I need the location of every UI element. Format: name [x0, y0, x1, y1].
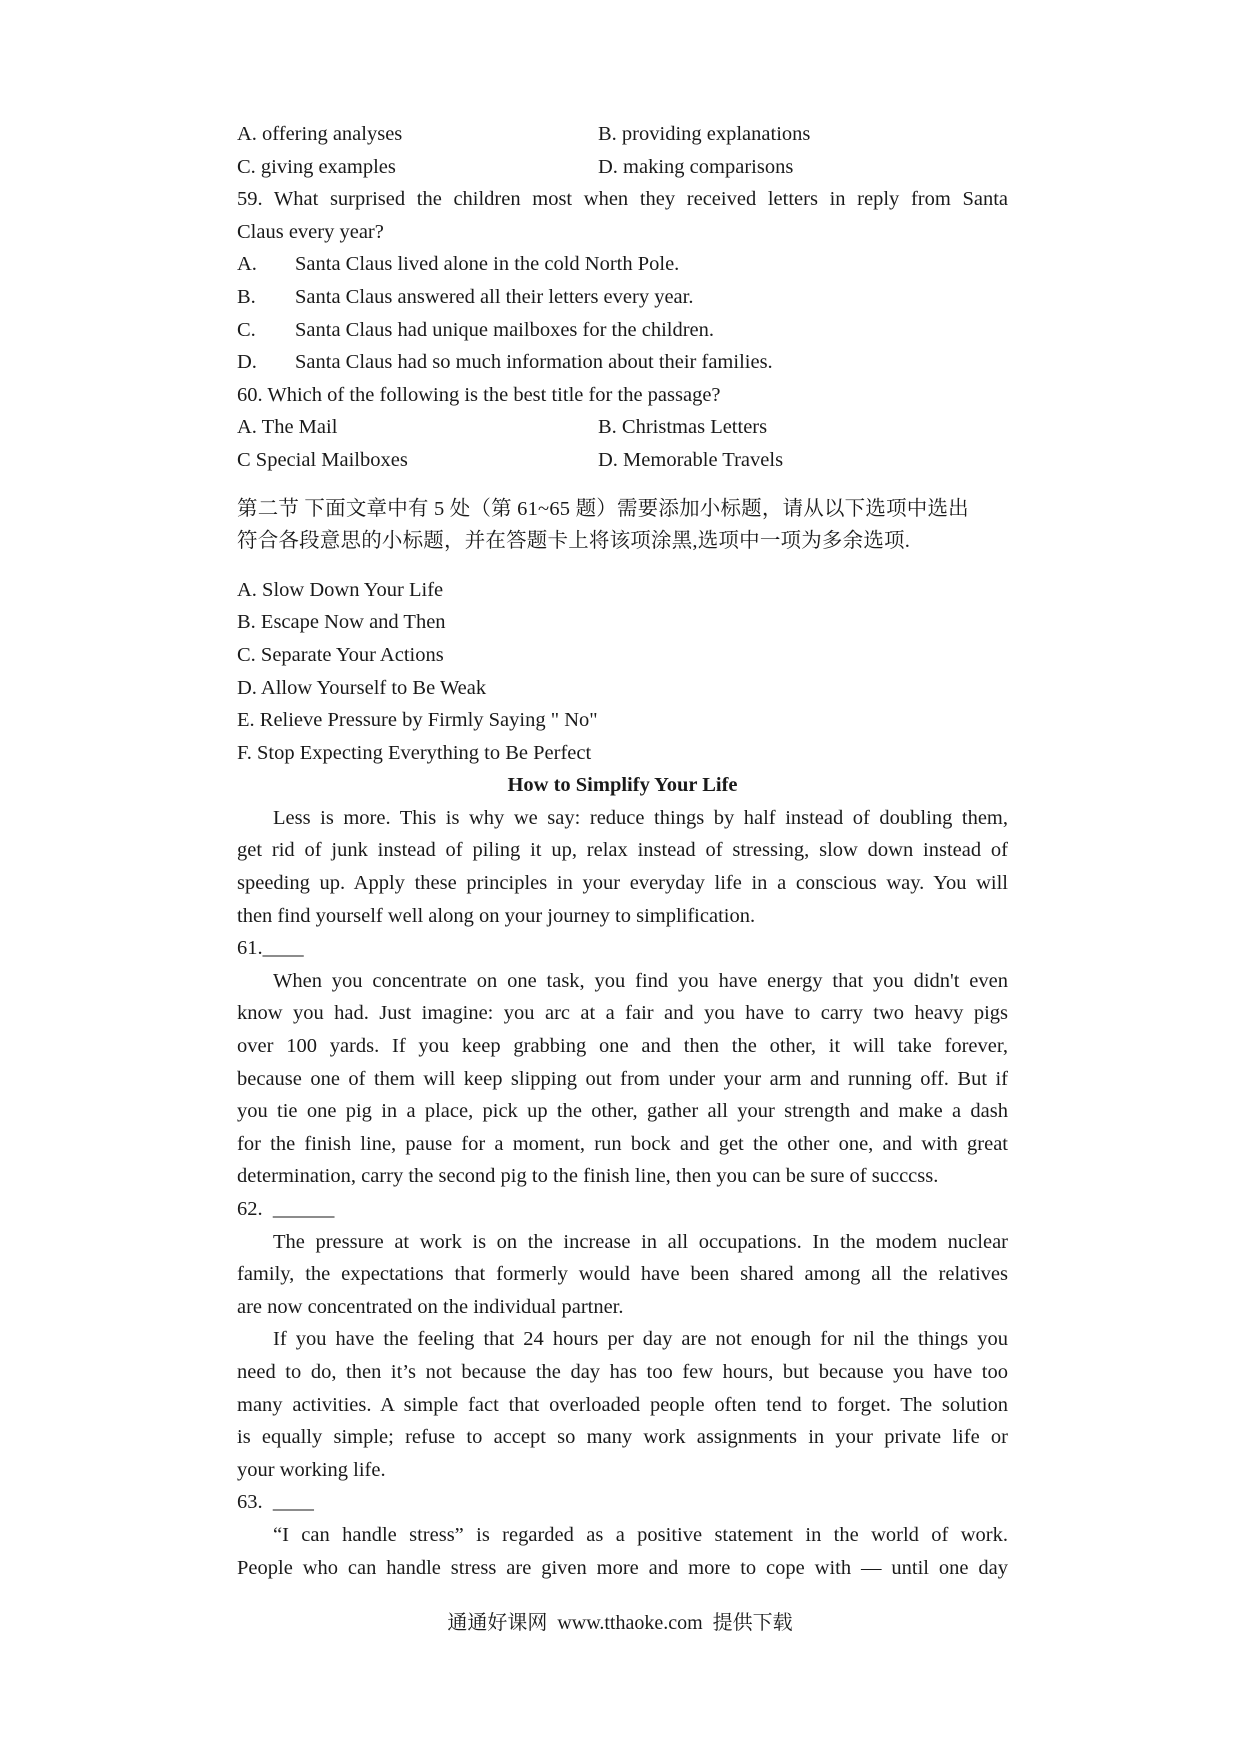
- q60-option-c: C Special Mailboxes: [237, 448, 408, 471]
- paragraph-line: many activities. A simple fact that overloaded people often tend to forget. The solution: [237, 1393, 1008, 1416]
- heading-option-e: E. Relieve Pressure by Firmly Saying " No": [237, 709, 598, 732]
- q59-option-letter: D.: [237, 351, 257, 374]
- passage-paragraph-3: [237, 1226, 1008, 1324]
- paragraph-line: People who can handle stress are given more and more to cope with — until one day: [237, 1556, 1008, 1579]
- spacer: [237, 477, 1008, 493]
- paragraph-line: The pressure at work is on the increase in all occupations. In the modem nuclear: [273, 1230, 1008, 1253]
- q58-options-row2: [237, 151, 1008, 184]
- q59-option-text: Santa Claus lived alone in the cold North Pole.: [295, 253, 680, 276]
- passage-paragraph-4: [237, 1323, 1008, 1486]
- paragraph-line: determination, carry the second pig to the finish line, then you can be sure of succcss.: [237, 1165, 939, 1188]
- q60-option-a: A. The Mail: [237, 416, 338, 439]
- heading-option-d: D. Allow Yourself to Be Weak: [237, 676, 487, 699]
- q59-stem-line1: 59. What surprised the children most when they received letters in reply from Santa: [237, 188, 1008, 211]
- q59-option-text: Santa Claus had unique mailboxes for the children.: [295, 318, 715, 341]
- q58-option-a: A. offering analyses: [237, 123, 403, 145]
- paragraph-line: is equally simple; refuse to accept so many work assignments in your private life or: [237, 1426, 1008, 1449]
- q59-option-text: Santa Claus answered all their letters every year.: [295, 285, 694, 308]
- paragraph-line: your working life.: [237, 1458, 386, 1481]
- paragraph-line: because one of them will keep slipping out from under your arm and running off. But if: [237, 1067, 1008, 1090]
- paragraph-line: know you had. Just imagine: you arc at a fair and you have to carry two heavy pigs: [237, 1002, 1008, 1025]
- heading-option-c: C. Separate Your Actions: [237, 643, 444, 666]
- q60-stem: 60. Which of the following is the best title for the passage?: [237, 383, 721, 406]
- passage-paragraph-1: [237, 802, 1008, 932]
- paragraph-line: speeding up. Apply these principles in your everyday life in a conscious way. You will: [237, 872, 1008, 895]
- paragraph-line: family, the expectations that formerly would have been shared among all the relatives: [237, 1263, 1008, 1286]
- paragraph-line: are now concentrated on the individual partner.: [237, 1295, 624, 1318]
- passage-paragraph-5: [237, 1519, 1008, 1584]
- q59-option-d: [237, 346, 1008, 379]
- paragraph-line: you tie one pig in a place, pick up the other, gather all your strength and make a dash: [237, 1100, 1008, 1123]
- q58-options-row1: [237, 118, 1008, 151]
- q59-option-b: [237, 281, 1008, 314]
- q62-blank: 62. ______: [237, 1198, 335, 1220]
- section2-instruction-line2: 符合各段意思的小标题，并在答题卡上将该项涂黑,选项中一项为多余选项.: [237, 530, 911, 553]
- q59-option-letter: C.: [237, 318, 256, 341]
- q59-option-letter: B.: [237, 285, 256, 308]
- passage-title: How to Simplify Your Life: [507, 774, 738, 797]
- q59-option-a: [237, 248, 1008, 281]
- q58-option-c: C. giving examples: [237, 155, 396, 178]
- q59-option-letter: A.: [237, 253, 257, 276]
- paragraph-line: over 100 yards. If you keep grabbing one and then the other, it will take forever,: [237, 1035, 1008, 1058]
- paragraph-line: need to do, then it’s not because the day has too few hours, but because you have too: [237, 1360, 1008, 1383]
- q58-option-b: B. providing explanations: [598, 123, 811, 145]
- q59-option-c: [237, 314, 1008, 347]
- paragraph-line: for the finish line, pause for a moment, run bock and get the other one, and with great: [237, 1132, 1008, 1155]
- paragraph-line: then find yourself well along on your journey to simplification.: [237, 904, 756, 927]
- heading-option-b: B. Escape Now and Then: [237, 611, 446, 634]
- spacer: [237, 558, 1008, 574]
- paragraph-line: When you concentrate on one task, you find you have energy that you didn't even: [273, 969, 1008, 992]
- paragraph-line: If you have the feeling that 24 hours per day are not enough for nil the things you: [273, 1328, 1008, 1351]
- q60-option-d: D. Memorable Travels: [598, 448, 784, 471]
- page-content: [237, 118, 1008, 1584]
- page-footer: 通通好课网 www.tthaoke.com 提供下载: [447, 1612, 793, 1634]
- heading-option-f: F. Stop Expecting Everything to Be Perfect: [237, 741, 592, 764]
- heading-option-a: A. Slow Down Your Life: [237, 578, 444, 601]
- paragraph-line: Less is more. This is why we say: reduce things by half instead of doubling them,: [273, 806, 1008, 829]
- q58-option-d: D. making comparisons: [598, 155, 794, 178]
- q61-blank: 61.____: [237, 937, 304, 960]
- q60-options-row1: [237, 411, 1008, 444]
- q60-option-b: B. Christmas Letters: [598, 416, 768, 439]
- q60-options-row2: [237, 444, 1008, 477]
- section2-instruction-line1: 第二节 下面文章中有 5 处（第 61~65 题）需要添加小标题，请从以下选项中选出: [237, 497, 969, 520]
- paragraph-line: get rid of junk instead of piling it up, relax instead of stressing, slow down instead of: [237, 839, 1008, 862]
- paragraph-line: “I can handle stress” is regarded as a positive statement in the world of work.: [273, 1523, 1008, 1546]
- q59-option-text: Santa Claus had so much information about their families.: [295, 351, 773, 374]
- q63-blank: 63. ____: [237, 1491, 314, 1514]
- q59-stem-line2: Claus every year?: [237, 220, 384, 243]
- passage-paragraph-2: [237, 965, 1008, 1193]
